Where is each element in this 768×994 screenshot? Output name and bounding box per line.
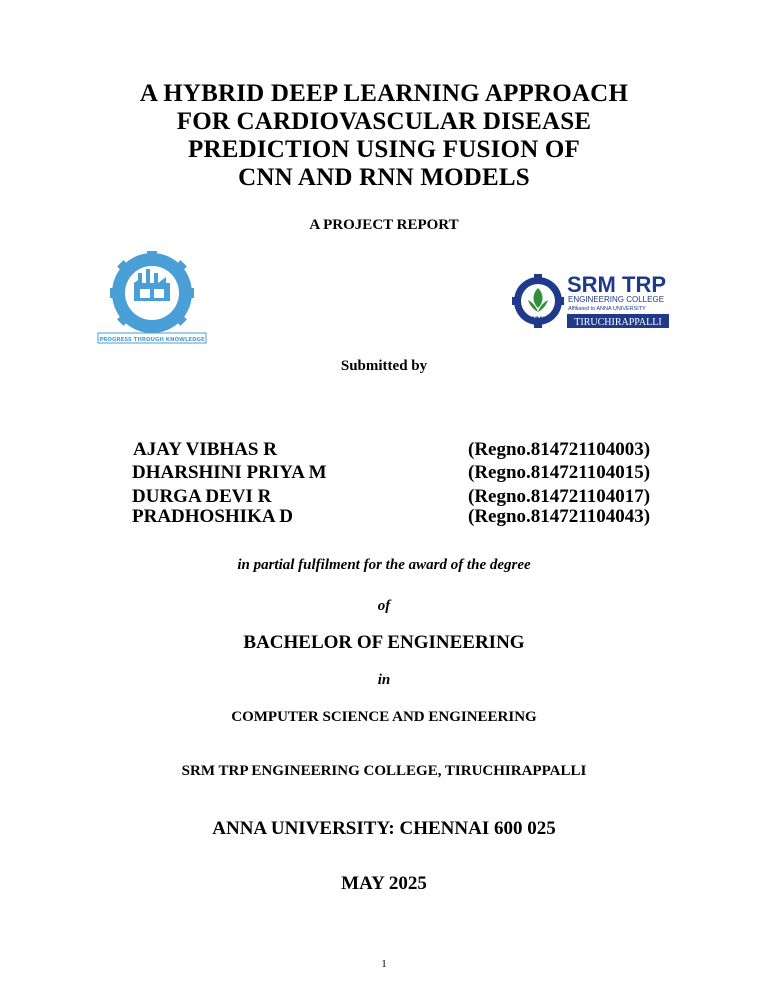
student-regno-4: (Regno.814721104043) xyxy=(468,506,651,527)
title-line-1: A HYBRID DEEP LEARNING APPROACH xyxy=(139,80,629,107)
university-text: ANNA UNIVERSITY: CHENNAI 600 025 xyxy=(212,818,556,839)
srm-trp-emblem xyxy=(512,268,672,334)
student-name-2: DHARSHINI PRIYA M xyxy=(132,462,327,483)
fulfilment-text: in partial fulfilment for the award of the degree xyxy=(237,557,531,573)
srm-logo-city: TIRUCHIRAPPALLI xyxy=(574,317,662,328)
title-line-3: PREDICTION USING FUSION OF xyxy=(187,136,581,163)
student-regno-1: (Regno.814721104003) xyxy=(468,439,651,460)
student-regno-2: (Regno.814721104015) xyxy=(468,462,651,483)
title-line-2: FOR CARDIOVASCULAR DISEASE xyxy=(176,108,592,135)
department-text: COMPUTER SCIENCE AND ENGINEERING xyxy=(231,709,537,725)
anna-university-emblem xyxy=(96,251,208,347)
srm-emblem-text: SRM xyxy=(530,316,546,323)
srm-logo-sub2: Affiliated to ANNA UNIVERSITY xyxy=(568,306,646,312)
title-line-4: CNN AND RNN MODELS xyxy=(238,164,530,191)
report-type: A PROJECT REPORT xyxy=(309,217,459,233)
submitted-by-label: Submitted by xyxy=(340,358,428,374)
srm-logo-sub1: ENGINEERING COLLEGE xyxy=(568,295,665,304)
degree-text: BACHELOR OF ENGINEERING xyxy=(243,632,525,653)
student-regno-3: (Regno.814721104017) xyxy=(468,486,651,507)
student-name-1: AJAY VIBHAS R xyxy=(133,439,277,460)
srm-logo-name: SRM TRP xyxy=(567,272,666,297)
date-text: MAY 2025 xyxy=(341,873,427,894)
in-text: in xyxy=(377,672,391,688)
student-name-3: DURGA DEVI R xyxy=(132,486,272,507)
page-number: 1 xyxy=(381,958,387,970)
anna-logo-banner-text: PROGRESS THROUGH KNOWLEDGE xyxy=(99,337,205,343)
of-text: of xyxy=(377,598,391,614)
anna-university-logo xyxy=(96,251,208,347)
srm-trp-logo xyxy=(512,268,672,334)
student-name-4: PRADHOSHIKA D xyxy=(132,506,293,527)
college-text: SRM TRP ENGINEERING COLLEGE, TIRUCHIRAPPALLI xyxy=(181,763,587,779)
